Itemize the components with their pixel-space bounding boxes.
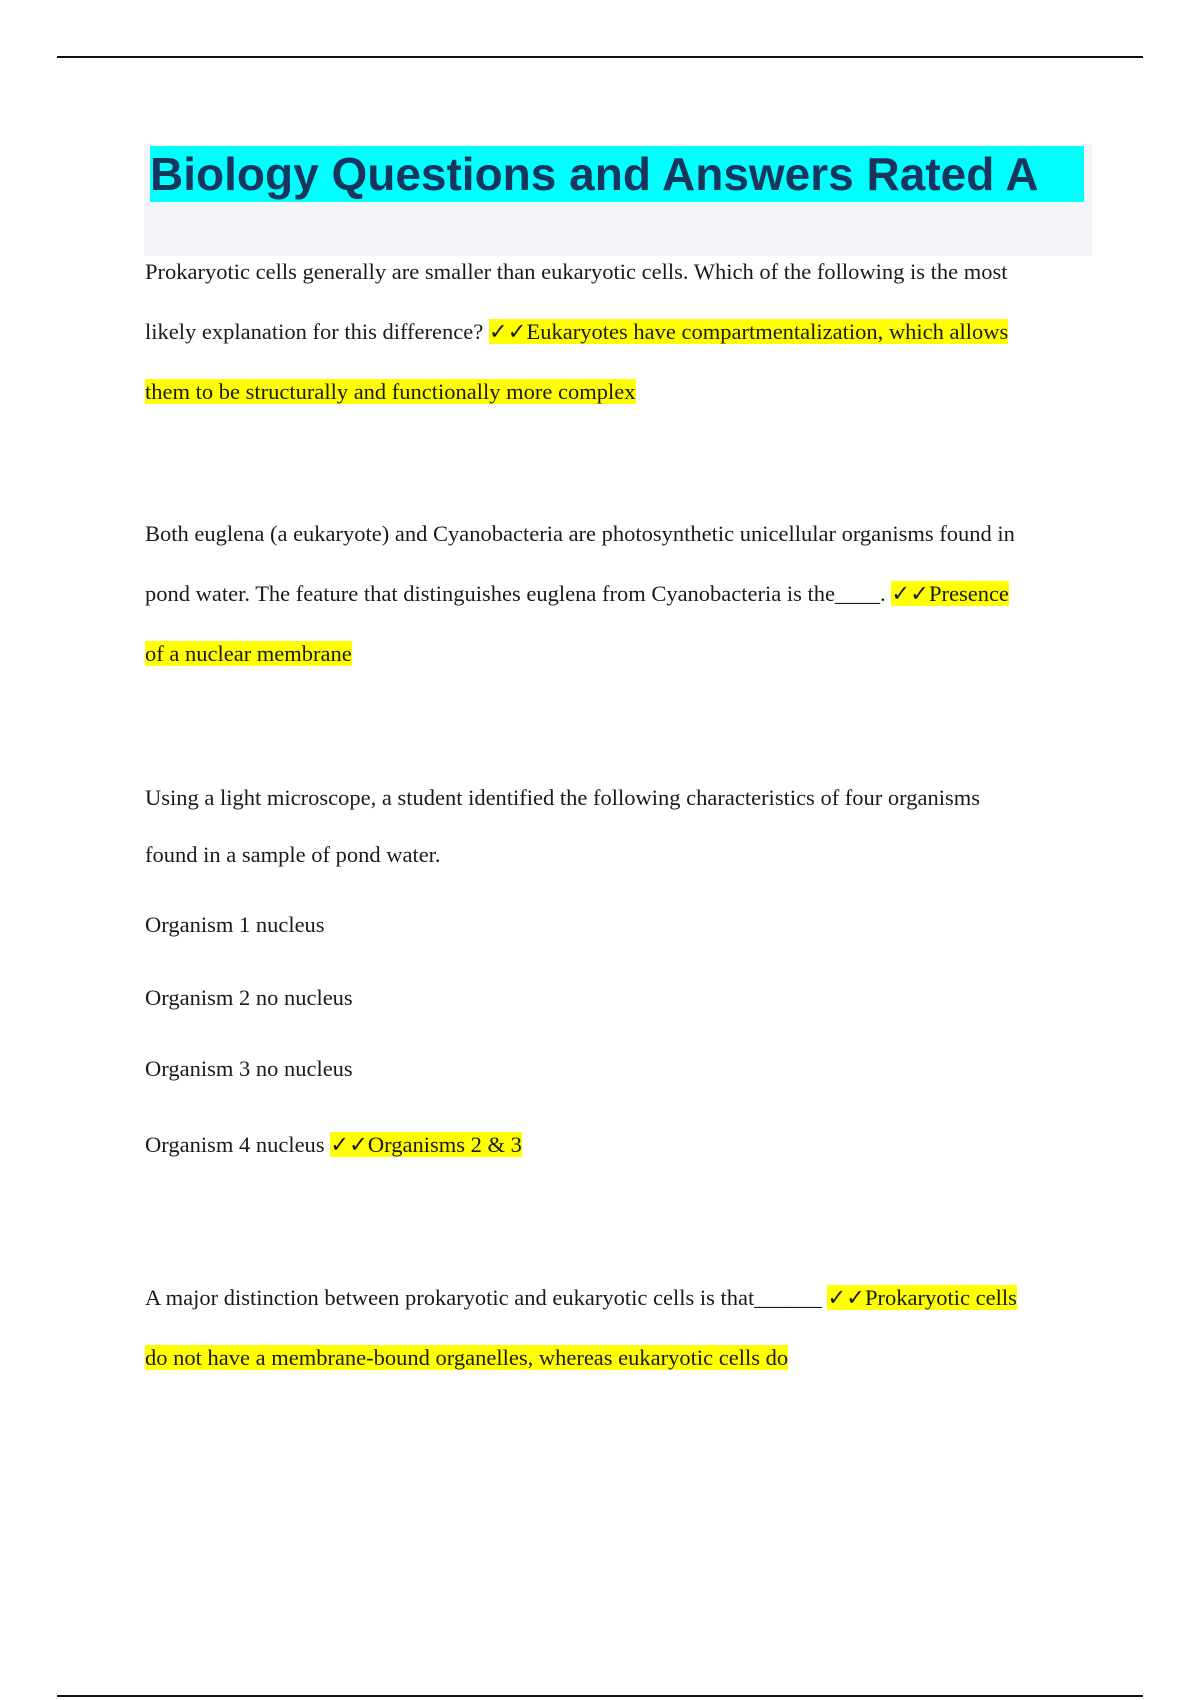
question-1-text: likely explanation for this difference? bbox=[145, 319, 489, 344]
organism-item-2: Organism 2 no nucleus bbox=[145, 985, 353, 1010]
bottom-rule bbox=[57, 1695, 1143, 1697]
organism-item-3: Organism 3 no nucleus bbox=[145, 1056, 353, 1081]
question-2-line-2 bbox=[145, 574, 1085, 634]
organism-item-1: Organism 1 nucleus bbox=[145, 912, 325, 937]
organism-item-4: Organism 4 nucleus bbox=[145, 1132, 331, 1157]
question-2-line-3 bbox=[145, 634, 1085, 694]
question-2-answer: ✓✓Presence bbox=[891, 581, 1009, 606]
top-rule bbox=[57, 56, 1143, 58]
question-2-text: pond water. The feature that distinguishes euglena from Cyanobacteria is the____. bbox=[145, 581, 892, 606]
question-4-line-2 bbox=[145, 1338, 1085, 1398]
question-4-line-1 bbox=[145, 1278, 1085, 1338]
question-2 bbox=[145, 514, 1085, 694]
question-1-answer: ✓✓Eukaryotes have compartmentalization, which allows bbox=[488, 319, 1009, 344]
question-4 bbox=[145, 1278, 1085, 1398]
page-title: Biology Questions and Answers Rated A bbox=[150, 146, 1084, 202]
question-1-line-2 bbox=[145, 312, 1085, 372]
question-3-line-1: Using a light microscope, a student identified the following characteristics of four organisms bbox=[145, 785, 981, 810]
question-4-text: A major distinction between prokaryotic and eukaryotic cells is that______ bbox=[145, 1285, 828, 1310]
question-3-answer: ✓✓Organisms 2 & 3 bbox=[330, 1132, 522, 1157]
question-1-answer-cont: them to be structurally and functionally more complex bbox=[145, 379, 636, 404]
question-2-answer-cont: of a nuclear membrane bbox=[145, 641, 352, 666]
organism-item-4-row bbox=[145, 1125, 522, 1165]
question-3-line-2: found in a sample of pond water. bbox=[145, 842, 441, 867]
question-1 bbox=[145, 252, 1085, 432]
question-2-line-1: Both euglena (a eukaryote) and Cyanobacteria are photosynthetic unicellular organisms found in bbox=[145, 521, 1015, 546]
question-4-answer-cont: do not have a membrane-bound organelles, whereas eukaryotic cells do bbox=[145, 1345, 789, 1370]
question-1-line-1: Prokaryotic cells generally are smaller than eukaryotic cells. Which of the following is the most bbox=[145, 259, 1008, 284]
question-1-line-3 bbox=[145, 372, 1085, 432]
question-4-answer: ✓✓Prokaryotic cells bbox=[827, 1285, 1017, 1310]
